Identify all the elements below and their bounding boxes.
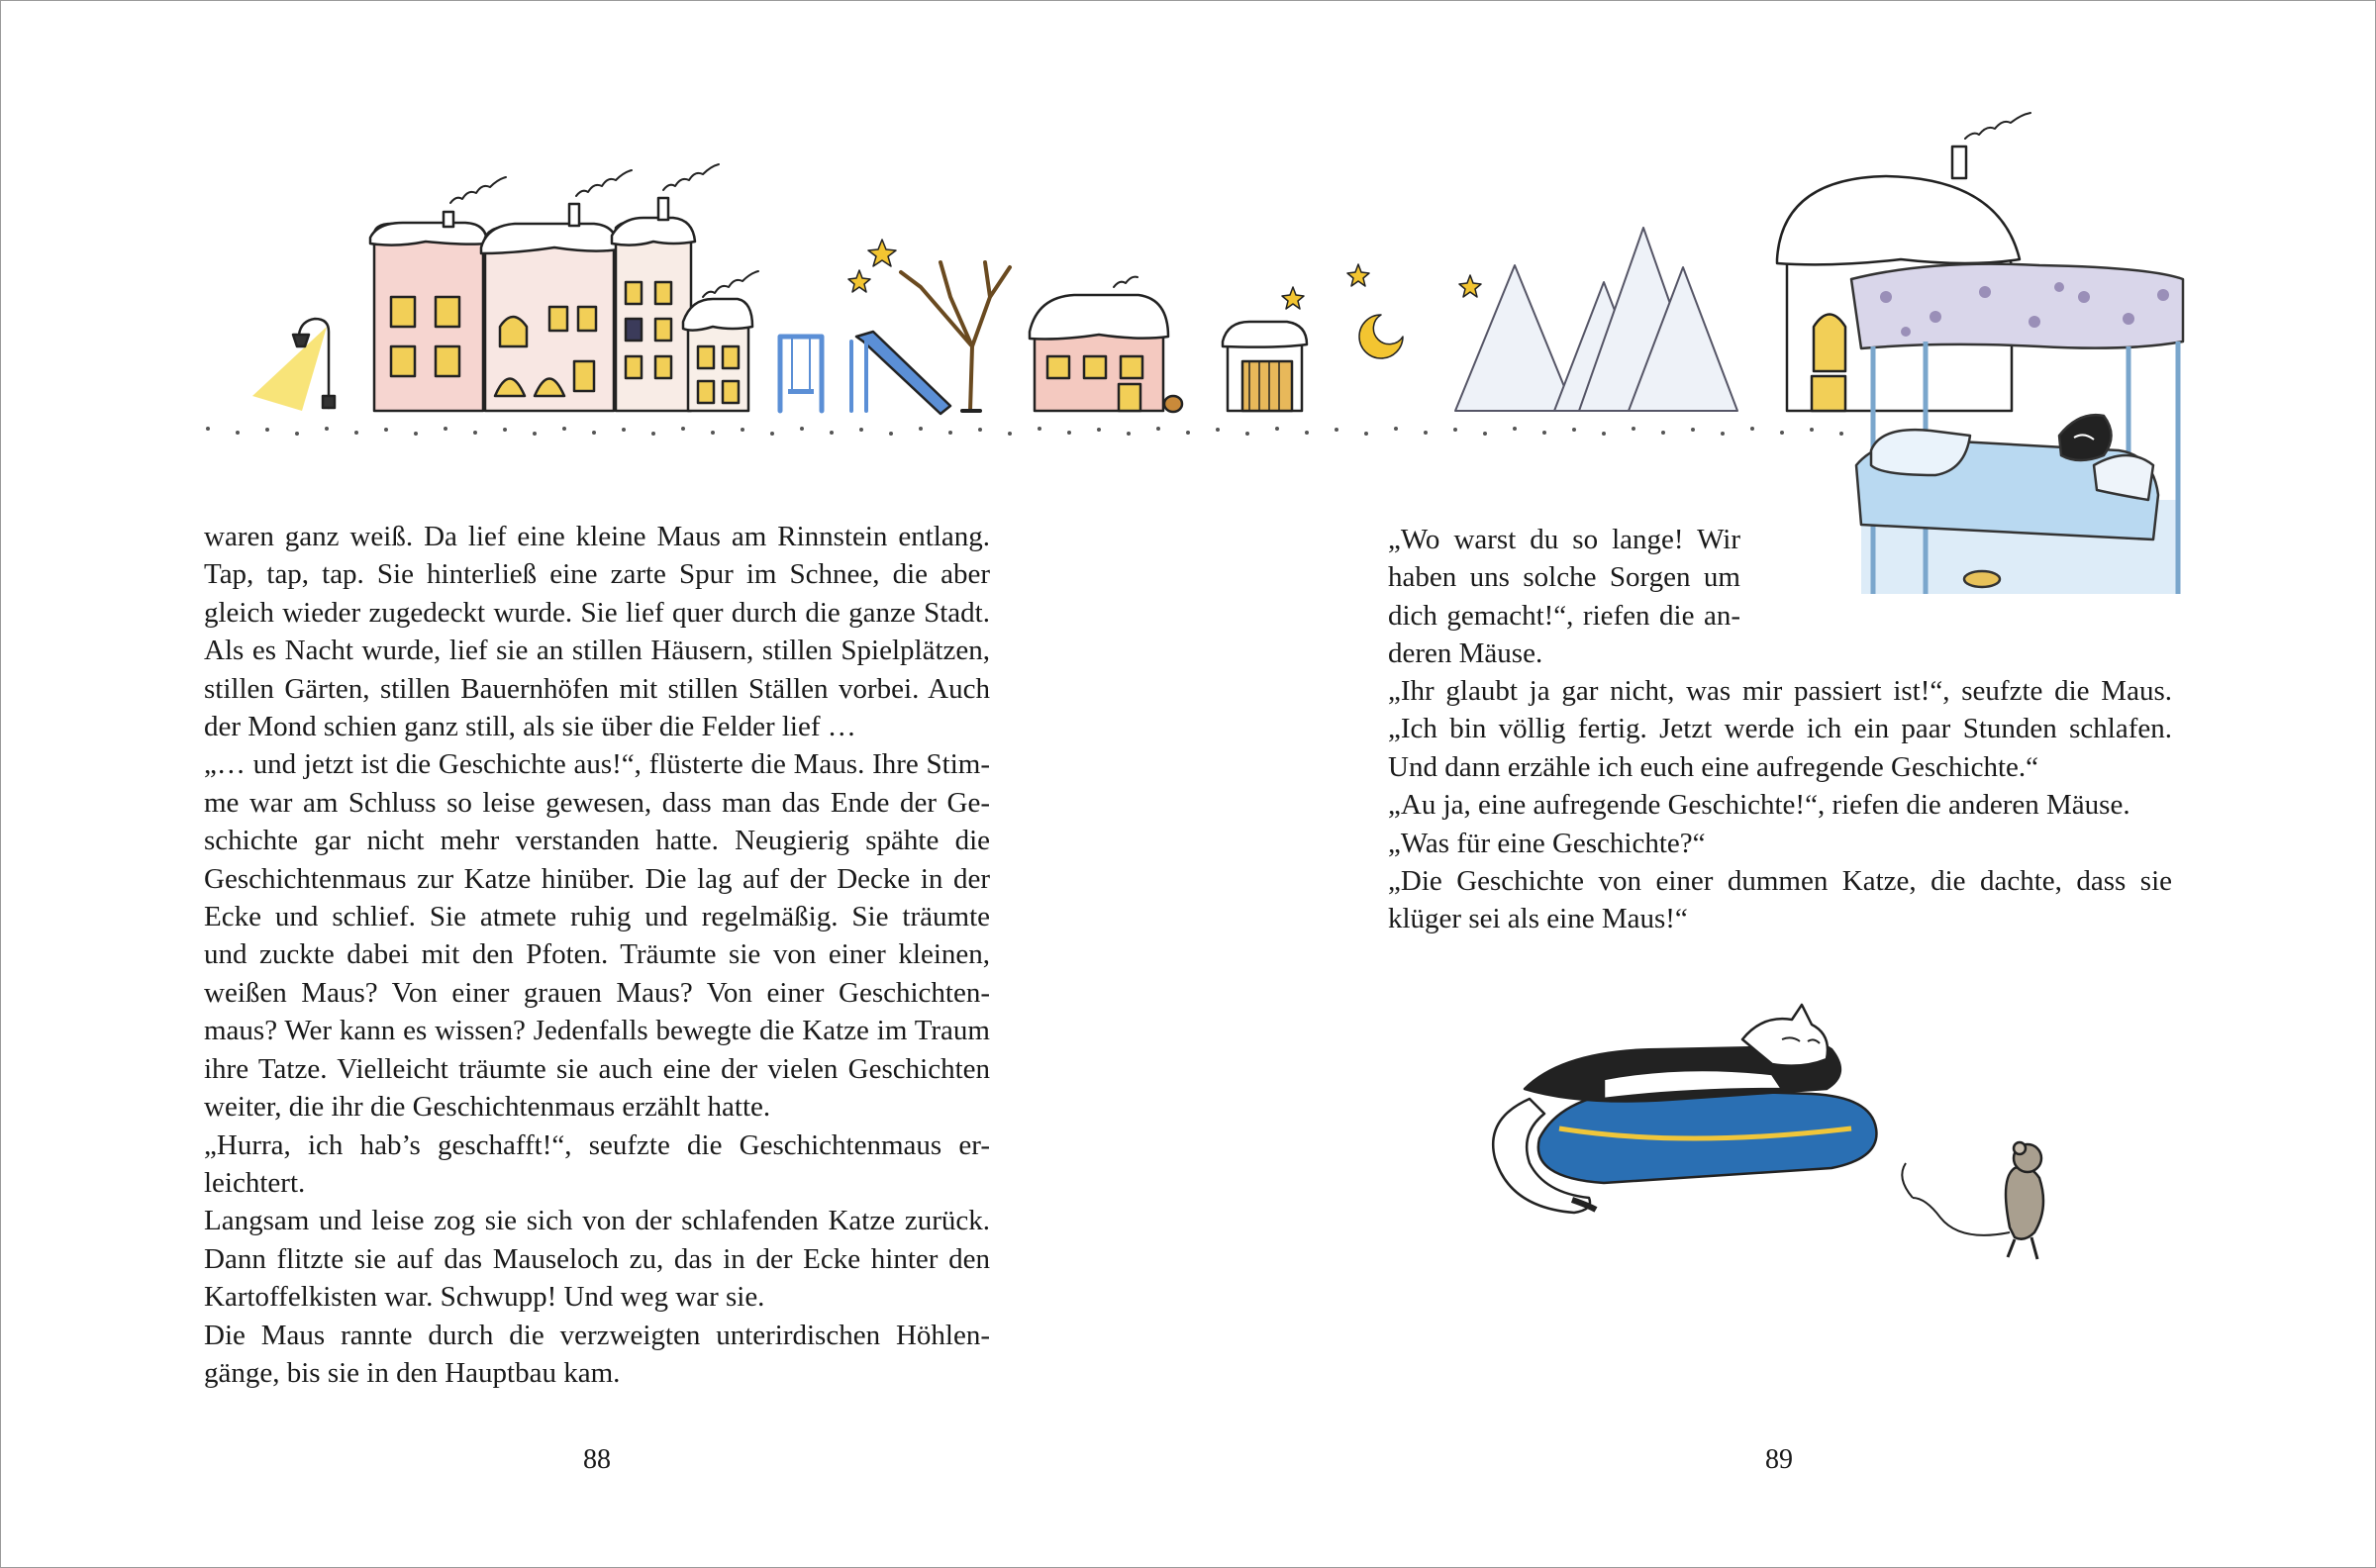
text-line: Geschichtenmaus zur Katze hinüber. Die lag auf der Decke in der xyxy=(204,862,990,895)
text-line: ihre Tatze. Vielleicht träumte sie auch eine der vielen Geschichten xyxy=(204,1052,990,1085)
snow-ground xyxy=(206,427,1843,436)
night-sky xyxy=(848,240,1481,358)
text-line: „Wo warst du so lange! Wir xyxy=(1388,524,1740,555)
canopy-bed-illustration xyxy=(1851,264,2183,594)
text-line: maus? Wer kann es wissen? Jedenfalls bewegte die Katze im Traum xyxy=(204,1015,990,1047)
text-line: stillen Gärten, stillen Bauernhöfen mit stillen Ställen vorbei. Auch xyxy=(204,672,990,705)
cat-and-mouse-illustration xyxy=(1493,1005,2043,1259)
text-line: „Ich bin völlig fertig. Jetzt werde ich ein paar Stunden schlafen. xyxy=(1388,713,2172,745)
page-number-left: 88 xyxy=(583,1444,611,1475)
text-line: Und dann erzähle ich euch eine aufregende Geschichte.“ xyxy=(1388,750,2038,783)
text-line: der Mond schien ganz still, als sie über die Felder lief … xyxy=(204,711,856,743)
text-line: gänge, bis sie in den Hauptbau kam. xyxy=(204,1356,621,1389)
mouse-figure xyxy=(1902,1142,2043,1259)
text-line: Als es Nacht wurde, lief sie an stillen Häusern, stillen Spielplätzen, xyxy=(204,635,990,667)
winter-village-illustration xyxy=(206,113,2030,436)
text-line: „Ihr glaubt ja gar nicht, was mir passiert ist!“, seufzte die Maus. xyxy=(1388,675,2172,707)
text-line: und zuckte dabei mit den Pfoten. Träumte sie von einer kleinen, xyxy=(204,938,990,971)
text-line: Ecke und schlief. Sie atmete ruhig und regelmäßig. Sie träumte xyxy=(204,901,990,933)
text-line: haben uns solche Sorgen um xyxy=(1388,561,1740,594)
street-lamp xyxy=(252,319,335,411)
pink-house xyxy=(1030,295,1182,412)
text-line: „Hurra, ich hab’s geschafft!“, seufzte die Geschichtenmaus er- xyxy=(204,1128,990,1161)
row-houses xyxy=(370,198,752,411)
text-line: klüger sei als eine Maus!“ xyxy=(1388,903,1688,935)
right-page-text xyxy=(1388,672,2172,938)
text-line: Langsam und leise zog sie sich von der schlafenden Katze zurück. xyxy=(204,1205,990,1237)
text-line: weiter, die ihr die Geschichtenmaus erzählt hatte. xyxy=(204,1091,771,1124)
text-line: Kartoffelkisten war. Schwupp! Und weg war sie. xyxy=(204,1281,765,1314)
page-number-right: 89 xyxy=(1765,1444,1793,1475)
text-line: schichte gar nicht mehr verstanden hatte. Neugierig spähte die xyxy=(204,825,990,857)
text-line: deren Mäuse. xyxy=(1388,637,1543,670)
text-line: „Die Geschichte von einer dummen Katze, die dachte, dass sie xyxy=(1388,865,2172,898)
text-line: dich gemacht!“, riefen die an- xyxy=(1388,599,1740,632)
text-line: waren ganz weiß. Da lief eine kleine Maus am Rinnstein entlang. xyxy=(204,521,990,552)
text-line: „Was für eine Geschichte?“ xyxy=(1388,827,1706,859)
barn xyxy=(1223,322,1307,411)
text-line: „… und jetzt ist die Geschichte aus!“, flüsterte die Maus. Ihre Stim- xyxy=(204,748,990,781)
moon-icon xyxy=(1359,315,1403,358)
text-line: me war am Schluss so leise gewesen, dass man das Ende der Ge- xyxy=(204,786,990,819)
text-line: weißen Maus? Von einer grauen Maus? Von einer Geschichten- xyxy=(204,976,990,1009)
text-line: Dann flitzte sie auf das Mauseloch zu, das in der Ecke hinter den xyxy=(204,1242,990,1275)
fir-trees xyxy=(1455,228,1737,411)
right-page-text-top xyxy=(1388,521,1740,673)
playground xyxy=(780,332,950,414)
text-line: „Au ja, eine aufregende Geschichte!“, riefen die anderen Mäuse. xyxy=(1388,789,2130,822)
text-line: leichtert. xyxy=(204,1166,306,1199)
text-line: gleich wieder zugedeckt wurde. Sie lief quer durch die ganze Stadt. xyxy=(204,596,990,629)
left-page-text xyxy=(204,518,990,1392)
text-line: Die Maus rannte durch die verzweigten unterirdischen Höhlen- xyxy=(204,1319,990,1351)
text-line: Tap, tap, tap. Sie hinterließ eine zarte Spur im Schnee, die aber xyxy=(204,558,990,591)
